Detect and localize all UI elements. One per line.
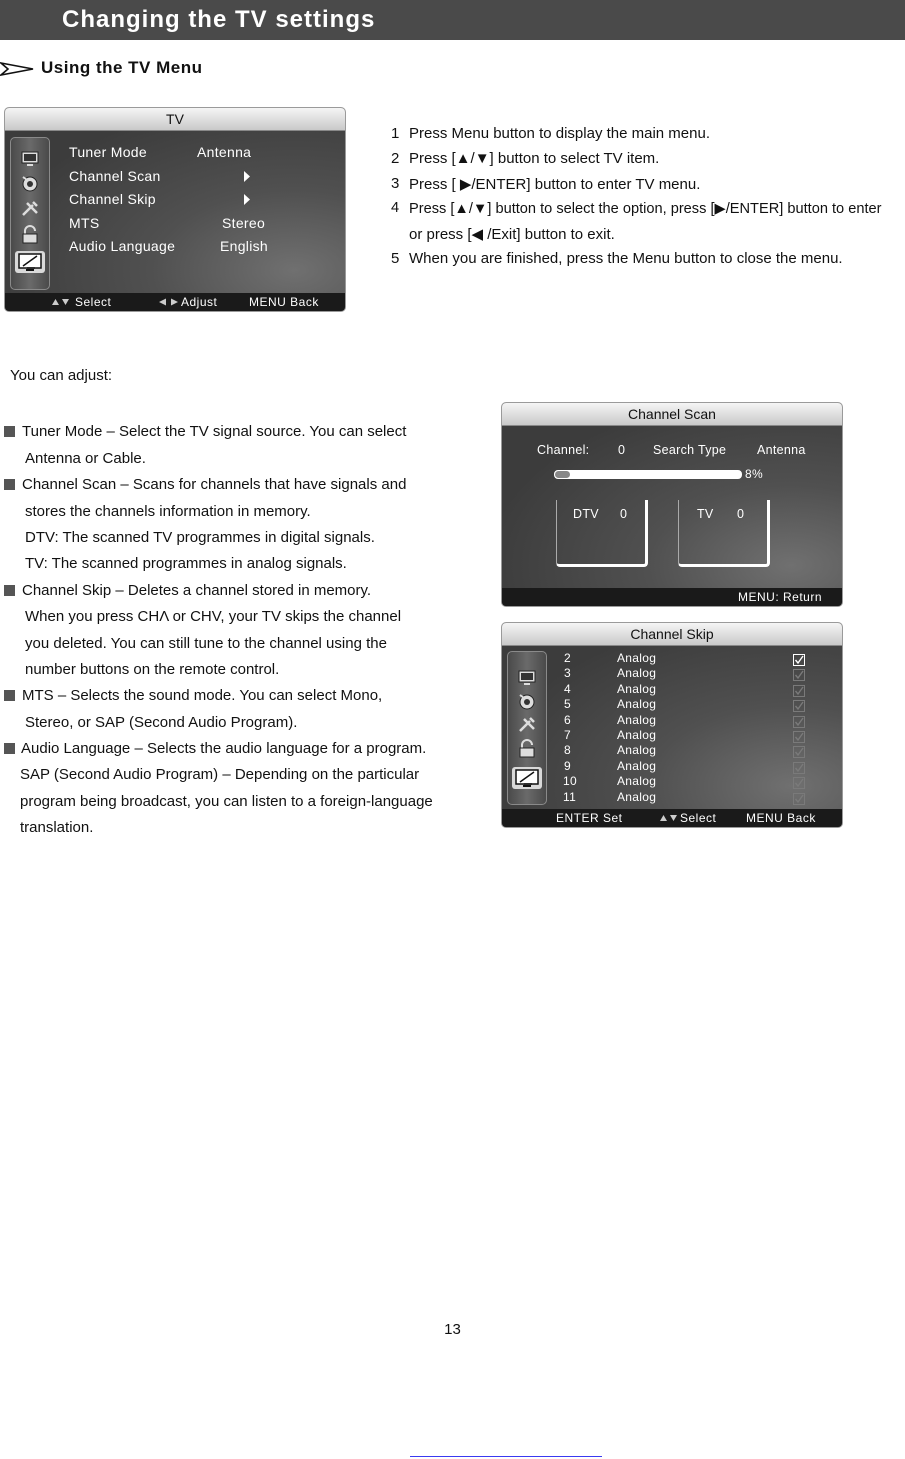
adjust-line: Tuner Mode – Select the TV signal source. You can select	[22, 423, 407, 440]
scan-progress-label: 8%	[745, 467, 763, 481]
bullet-icon	[4, 479, 15, 490]
skip-channel-number: 10	[563, 774, 577, 789]
tv-menu-title: TV	[5, 108, 345, 131]
adjust-line: Antenna or Cable.	[25, 450, 146, 467]
skip-checkbox[interactable]	[793, 654, 805, 666]
tv-count-box	[678, 500, 770, 567]
channel-skip-arrow-icon	[243, 194, 251, 205]
skip-checkbox[interactable]	[793, 746, 805, 758]
skip-channel-type: Analog	[617, 758, 657, 773]
menu-item-tuner-mode[interactable]: Tuner Mode	[69, 144, 147, 160]
skip-channel-number: 4	[564, 681, 571, 696]
up-down-icon	[51, 297, 71, 307]
channel-scan-title: Channel Scan	[502, 403, 842, 426]
skip-channel-type: Analog	[617, 789, 657, 804]
bullet-icon	[4, 743, 15, 754]
menu-item-channel-scan[interactable]: Channel Scan	[69, 168, 161, 184]
skip-footer-back: MENU Back	[746, 811, 816, 825]
dtv-label: DTV	[573, 507, 599, 521]
footer-back: MENU Back	[249, 295, 319, 309]
setup-icon[interactable]	[19, 199, 41, 219]
channel-skip-screen	[501, 622, 843, 828]
bullet-icon	[4, 426, 15, 437]
arrow-icon	[0, 62, 34, 76]
setup-icon[interactable]	[516, 715, 538, 735]
tv-label: TV	[697, 507, 714, 521]
adjust-line: program being broadcast, you can listen to a foreign-language	[20, 793, 433, 810]
skip-checkbox[interactable]	[793, 685, 805, 697]
dtv-value: 0	[620, 507, 628, 521]
channel-scan-screen	[501, 402, 843, 607]
left-right-icon	[158, 297, 180, 307]
channel-scan-arrow-icon	[243, 171, 251, 182]
tv-icon[interactable]	[15, 251, 45, 273]
channel-skip-footer	[502, 809, 842, 827]
skip-channel-type: Analog	[617, 697, 657, 712]
skip-channel-type: Analog	[617, 728, 657, 742]
page-title: Changing the TV settings	[62, 6, 376, 33]
dtv-count-box	[556, 500, 648, 567]
skip-channel-type: Analog	[617, 666, 657, 681]
adjust-line: DTV: The scanned TV programmes in digital signals.	[25, 529, 375, 546]
skip-footer-select: Select	[680, 811, 717, 825]
menu-item-mts[interactable]: MTS	[69, 215, 100, 231]
menu-item-channel-skip[interactable]: Channel Skip	[69, 191, 156, 207]
sound-icon[interactable]	[516, 691, 538, 711]
scan-channel-label: Channel:	[537, 443, 590, 457]
scan-footer-return: MENU: Return	[738, 590, 823, 604]
tv-menu-footer	[5, 293, 345, 311]
up-down-icon	[659, 813, 679, 823]
adjust-line: translation.	[20, 819, 94, 836]
skip-channel-number: 7	[564, 728, 571, 742]
skip-channel-number: 3	[564, 666, 571, 681]
search-type-label: Search Type	[653, 443, 727, 457]
footer-rule	[410, 1456, 602, 1457]
picture-icon[interactable]	[19, 148, 41, 168]
adjust-line: SAP (Second Audio Program) – Depending on the particular	[20, 766, 420, 783]
skip-checkbox[interactable]	[793, 731, 805, 743]
adjust-line: MTS – Selects the sound mode. You can select Mono,	[22, 687, 383, 704]
tv-menu-screen	[4, 107, 346, 312]
page-number: 13	[444, 1321, 461, 1338]
skip-channel-number: 11	[563, 789, 577, 804]
tv-menu-sidebar	[10, 137, 50, 290]
sound-icon[interactable]	[19, 173, 41, 193]
channel-skip-title: Channel Skip	[502, 623, 842, 646]
tuner-mode-value: Antenna	[197, 144, 252, 160]
search-type-value: Antenna	[757, 443, 806, 457]
picture-icon[interactable]	[516, 667, 538, 687]
skip-footer-set: ENTER Set	[556, 811, 623, 825]
adjust-line: stores the channels information in memory.	[25, 503, 311, 520]
skip-checkbox[interactable]	[793, 793, 805, 805]
page-header	[0, 0, 905, 40]
skip-channel-number: 5	[564, 697, 571, 712]
skip-checkbox[interactable]	[793, 716, 805, 728]
audio-language-value: English	[220, 238, 269, 254]
skip-channel-type: Analog	[617, 681, 657, 696]
adjust-line: TV: The scanned programmes in analog signals.	[25, 555, 347, 572]
menu-item-audio-language[interactable]: Audio Language	[69, 238, 176, 254]
lock-icon[interactable]	[516, 739, 538, 759]
skip-channel-number: 6	[564, 712, 571, 727]
skip-checkbox[interactable]	[793, 777, 805, 789]
adjust-intro: You can adjust:	[10, 367, 113, 384]
adjust-line: you deleted. You can still tune to the channel using the	[25, 635, 387, 652]
skip-channel-number: 2	[564, 651, 571, 665]
lock-icon[interactable]	[19, 225, 41, 245]
channel-scan-footer	[502, 588, 842, 606]
skip-channel-type: Analog	[617, 712, 657, 727]
scan-channel-value: 0	[618, 443, 626, 457]
scan-progress-fill	[555, 471, 570, 478]
skip-channel-type: Analog	[617, 651, 657, 665]
adjust-line: When you press CHΛ or CHV, your TV skips the channel	[25, 608, 402, 625]
skip-channel-number: 9	[564, 758, 571, 773]
adjust-line: Stereo, or SAP (Second Audio Program).	[25, 714, 298, 731]
bullet-icon	[4, 585, 15, 596]
skip-channel-number: 8	[564, 743, 571, 758]
skip-checkbox[interactable]	[793, 762, 805, 774]
skip-channel-type: Analog	[617, 774, 657, 789]
bullet-icon	[4, 690, 15, 701]
skip-channel-type: Analog	[617, 743, 657, 758]
adjust-line: Channel Scan – Scans for channels that have signals and	[22, 476, 407, 493]
mts-value: Stereo	[222, 215, 266, 231]
adjust-line: Audio Language – Selects the audio language for a program.	[21, 740, 427, 757]
tv-icon[interactable]	[512, 767, 542, 789]
section-title: Using the TV Menu	[41, 58, 203, 77]
footer-select: Select	[75, 295, 112, 309]
adjust-line: number buttons on the remote control.	[25, 661, 280, 678]
skip-checkbox[interactable]	[793, 700, 805, 712]
skip-checkbox[interactable]	[793, 669, 805, 681]
tv-value: 0	[737, 507, 745, 521]
adjust-line: Channel Skip – Deletes a channel stored in memory.	[22, 582, 372, 599]
channel-skip-sidebar	[507, 651, 547, 805]
footer-adjust: Adjust	[181, 295, 218, 309]
scan-progress-bar	[554, 470, 742, 479]
